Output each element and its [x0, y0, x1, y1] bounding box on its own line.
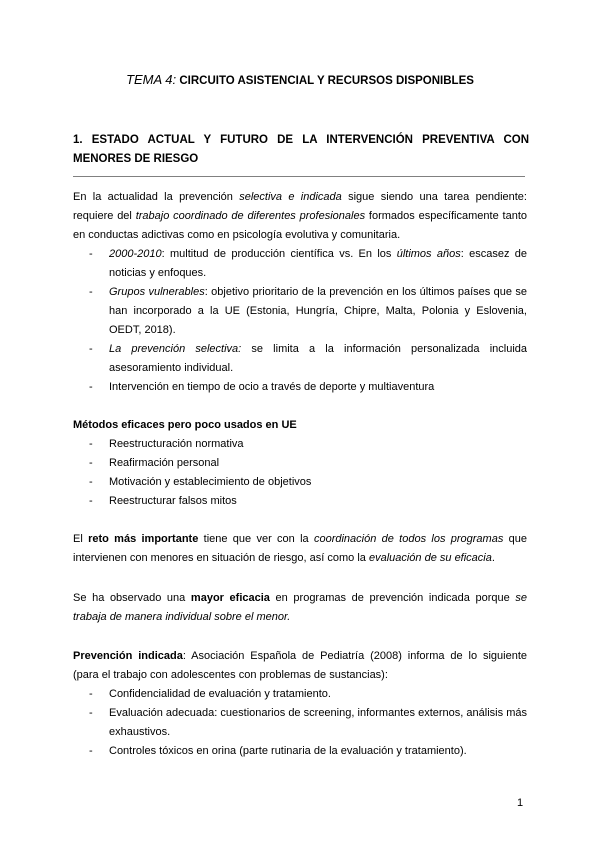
reto-paragraph: El reto más importante tiene que ver con la coordinación de todos los programas que intervienen con menores en situación de riesgo, así como la evaluación de su eficacia.: [73, 533, 527, 564]
intro-paragraph: En la actualidad la prevención selectiva e indicada sigue siendo una tarea pendiente: requiere del trabajo coordinado de diferentes profesionales formados específicamente tanto en conductas adictivas como en psicología evolutiva y comunitaria.: [73, 191, 527, 241]
eficacia-paragraph: Se ha observado una mayor eficacia en programas de prevención indicada porque se trabaja de manera individual sobre el menor.: [73, 592, 528, 623]
list-item: - Grupos vulnerables: objetivo prioritario de la prevención en los últimos países que se han incorporado a la UE (Estonia, Hungría, Chipre, Malta, Polonia y Eslovenia, OEDT, 2018).: [89, 286, 527, 336]
title-text: CIRCUITO ASISTENCIAL Y RECURSOS DISPONIBLES: [176, 75, 474, 87]
list-item: - Reafirmación personal: [89, 457, 220, 469]
list-item: - Confidencialidad de evaluación y tratamiento.: [89, 688, 331, 700]
page-number: 1: [517, 797, 524, 809]
page-title: [0, 72, 600, 87]
list-item: - Evaluación adecuada: cuestionarios de screening, informantes externos, análisis más exhaustivos.: [89, 707, 527, 738]
list-item: - Reestructuración normativa: [89, 438, 244, 450]
section-heading: 1. ESTADO ACTUAL Y FUTURO DE LA INTERVENCIÓN PREVENTIVA CON MENORES DE RIESGO: [73, 134, 529, 165]
methods-heading: Métodos eficaces pero poco usados en UE: [73, 419, 297, 431]
title-label: TEMA 4:: [126, 72, 177, 87]
list-item: - Reestructurar falsos mitos: [89, 495, 237, 507]
indicada-paragraph: Prevención indicada: Asociación Española de Pediatría (2008) informa de lo siguiente (para el trabajo con adolescentes con problemas de sustancias):: [73, 650, 527, 681]
list-item: - 2000-2010: multitud de producción científica vs. En los últimos años: escasez de noticias y enfoques.: [89, 248, 527, 279]
list-item: - Controles tóxicos en orina (parte rutinaria de la evaluación y tratamiento).: [89, 745, 467, 757]
heading-divider: [73, 176, 525, 177]
list-item: - Motivación y establecimiento de objetivos: [89, 476, 312, 488]
list-item: - Intervención en tiempo de ocio a través de deporte y multiaventura: [89, 381, 435, 393]
list-item: - La prevención selectiva: se limita a la información personalizada incluida asesoramiento individual.: [89, 343, 527, 374]
